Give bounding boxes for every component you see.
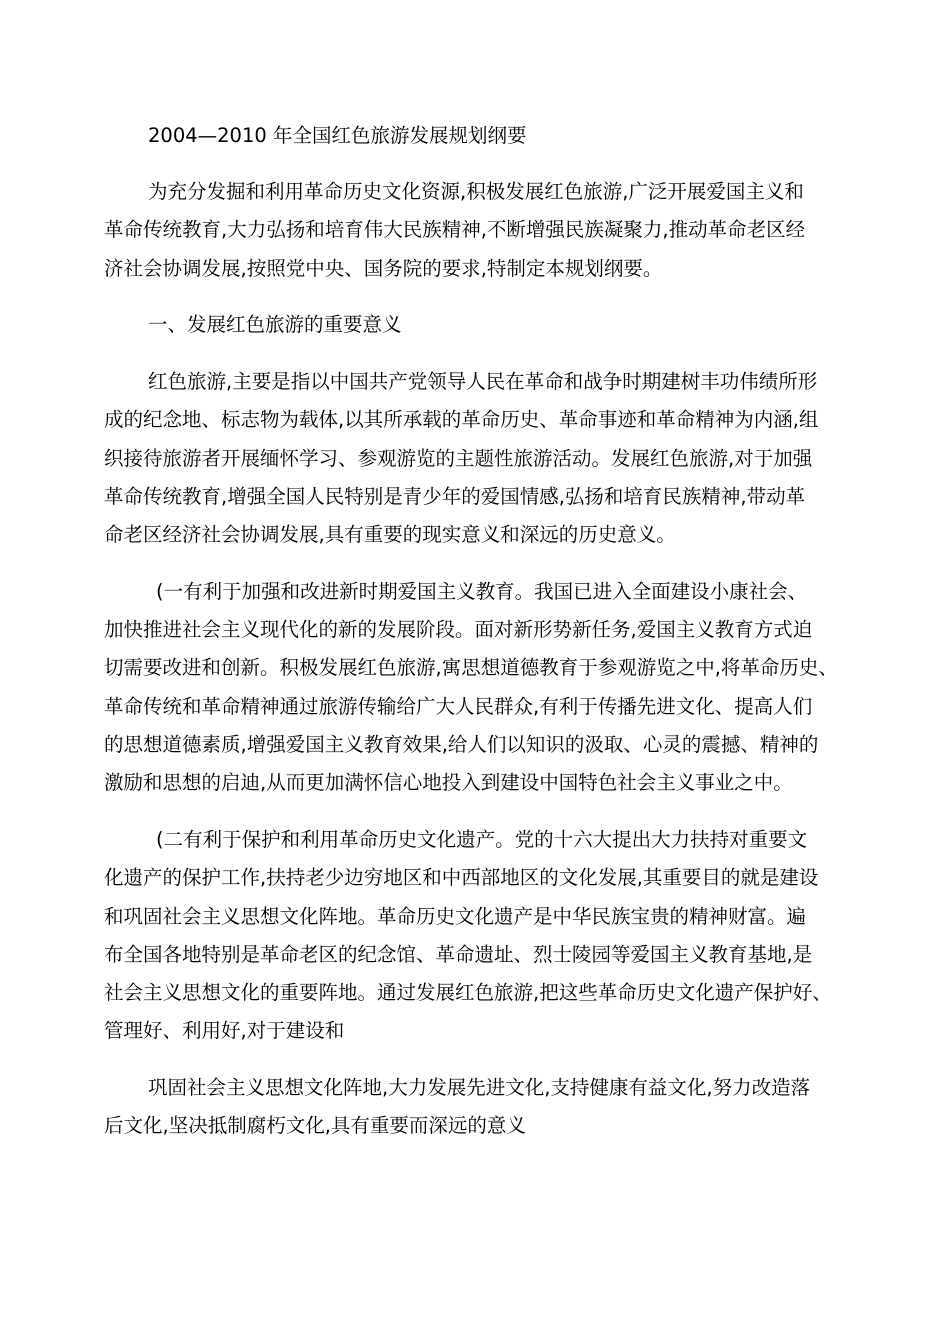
document-title: 2004—2010 年全国红色旅游发展规划纲要 — [148, 124, 527, 147]
paragraph-line: 布全国各地特别是革命老区的纪念馆、革命遗址、烈士陵园等爱国主义教育基地,是 — [104, 943, 813, 966]
paragraph-line: 命老区经济社会协调发展,具有重要的现实意义和深远的历史意义。 — [104, 523, 676, 546]
intro-line: 济社会协调发展,按照党中央、国务院的要求,特制定本规划纲要。 — [104, 257, 663, 280]
paragraph-line: 织接待旅游者开展缅怀学习、参观游览的主题性旅游活动。发展红色旅游,对于加强 — [104, 447, 813, 470]
paragraph-line: 加快推进社会主义现代化的新的发展阶段。面对新形势新任务,爱国主义教育方式迫 — [104, 618, 813, 641]
paragraph-line: 和巩固社会主义思想文化阵地。革命历史文化遗产是中华民族宝贵的精神财富。遍 — [104, 905, 807, 928]
paragraph-line: 革命传统和革命精神通过旅游传输给广大人民群众,有利于传播先进文化、提高人们 — [104, 695, 813, 718]
paragraph-line: 化遗产的保护工作,扶持老少边穷地区和中西部地区的文化发展,其重要目的就是建设 — [104, 866, 819, 889]
paragraph-line: 管理好、利用好,对于建设和 — [104, 1019, 345, 1042]
paragraph-line: (二有利于保护和利用革命历史文化遗产。党的十六大提出大力扶持对重要文 — [156, 828, 808, 851]
section-heading: 一、发展红色旅游的重要意义 — [148, 313, 402, 336]
intro-line: 革命传统教育,大力弘扬和培育伟大民族精神,不断增强民族凝聚力,推动革命老区经 — [104, 218, 806, 241]
paragraph-line: (一有利于加强和改进新时期爱国主义教育。我国已进入全面建设小康社会、 — [156, 580, 808, 603]
paragraph-line: 的思想道德素质,增强爱国主义教育效果,给人们以知识的汲取、心灵的震撼、精神的 — [104, 733, 819, 756]
paragraph-line: 社会主义思想文化的重要阵地。通过发展红色旅游,把这些革命历史文化遗产保护好、 — [104, 981, 832, 1004]
paragraph-line: 红色旅游,主要是指以中国共产党领导人民在革命和战争时期建树丰功伟绩所形 — [148, 370, 818, 393]
intro-line: 为充分发掘和利用革命历史文化资源,积极发展红色旅游,广泛开展爱国主义和 — [148, 180, 804, 203]
paragraph-line: 革命传统教育,增强全国人民特别是青少年的爱国情感,弘扬和培育民族精神,带动革 — [104, 485, 806, 508]
paragraph-line: 激励和思想的启迪,从而更加满怀信心地投入到建设中国特色社会主义事业之中。 — [104, 771, 793, 794]
paragraph-line: 成的纪念地、标志物为载体,以其所承载的革命历史、革命事迹和革命精神为内涵,组 — [104, 408, 819, 431]
paragraph-line: 后文化,坚决抵制腐朽文化,具有重要而深远的意义 — [104, 1114, 526, 1137]
paragraph-line: 切需要改进和创新。积极发展红色旅游,寓思想道德教育于参观游览之中,将革命历史、 — [104, 656, 838, 679]
paragraph-line: 巩固社会主义思想文化阵地,大力发展先进文化,支持健康有益文化,努力改造落 — [148, 1076, 811, 1099]
